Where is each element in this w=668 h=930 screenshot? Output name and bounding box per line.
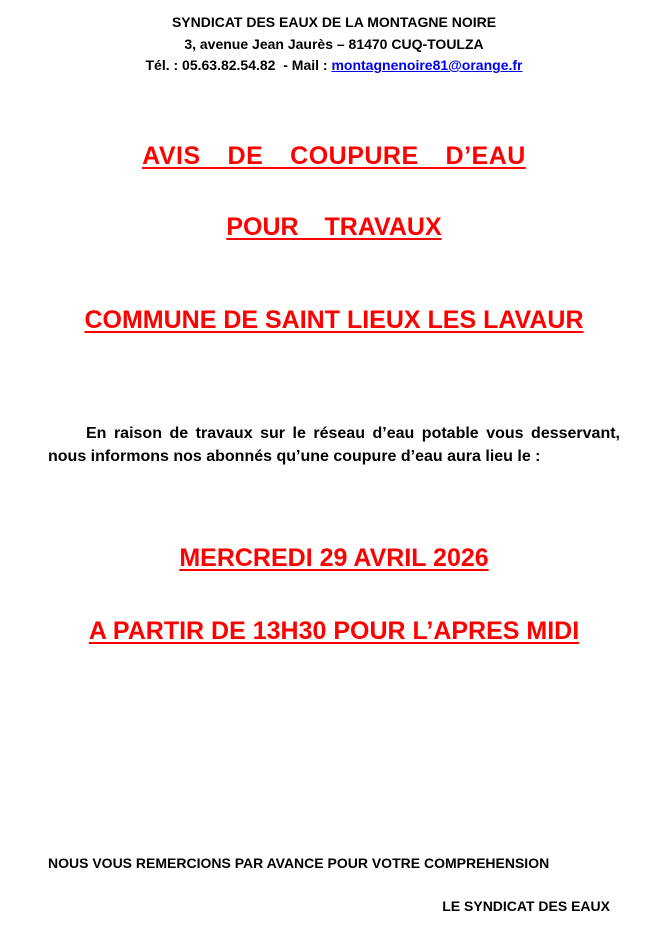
- notice-title: AVIS DE COUPURE D’EAU: [142, 142, 526, 170]
- org-address: 3, avenue Jean Jaurès – 81470 CUQ-TOULZA: [184, 36, 484, 52]
- email-link[interactable]: montagnenoire81@orange.fr: [331, 57, 523, 73]
- thanks-line: NOUS VOUS REMERCIONS PAR AVANCE POUR VOTRE COMPREHENSION: [48, 855, 550, 871]
- org-name: SYNDICAT DES EAUX DE LA MONTAGNE NOIRE: [171, 14, 497, 30]
- notice-subtitle: POUR TRAVAUX: [226, 213, 442, 241]
- notice-body: En raison de travaux sur le réseau d’eau potable vous desservant, nous informons nos abonnés qu’une coupure d’eau aura lieu le :: [48, 425, 620, 465]
- outage-date: MERCREDI 29 AVRIL 2026: [179, 544, 489, 572]
- outage-time: A PARTIR DE 13H30 POUR L’APRES MIDI: [88, 617, 580, 645]
- org-contact: [0, 55, 668, 75]
- signature: LE SYNDICAT DES EAUX: [442, 898, 610, 914]
- phone-label: Tél. : 05.63.82.54.82 - Mail :: [145, 57, 332, 73]
- commune-name: COMMUNE DE SAINT LIEUX LES LAVAUR: [84, 306, 584, 334]
